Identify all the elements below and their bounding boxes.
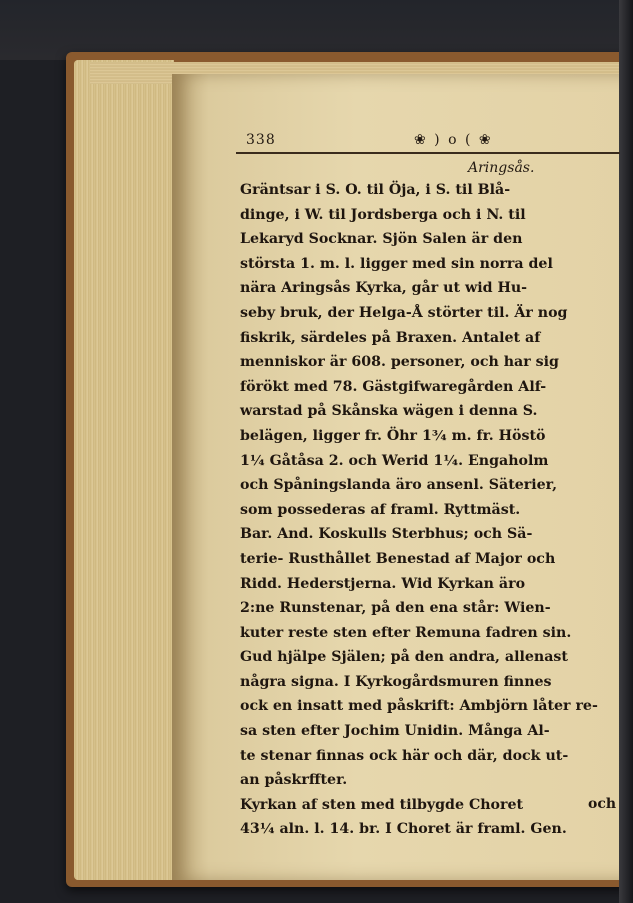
text-line: seby bruk, der Helga-Å störter til. Är nog — [240, 304, 568, 321]
text-line: förökt med 78. Gästgifwaregården Alf- — [240, 378, 547, 395]
text-line: som possederas af framl. Ryttmäst. — [240, 501, 521, 518]
text-line: Gud hjälpe Själen; på den andra, allenast — [240, 649, 568, 666]
text-line: menniskor är 608. personer, och har sig — [240, 354, 559, 371]
text-line: ock en insatt med påskrift: Ambjörn låter re- — [240, 698, 598, 715]
page-header — [238, 128, 618, 154]
text-line: 43¼ aln. l. 14. br. I Choret är framl. Gen. — [240, 821, 567, 838]
text-line: 2:ne Runstenar, på den ena står: Wien- — [240, 600, 551, 617]
text-line: största 1. m. l. ligger med sin norra del — [240, 255, 553, 272]
text-line: och Spåningslanda äro ansenl. Säterier, — [240, 477, 558, 494]
text-line: belägen, ligger fr. Öhr 1¾ m. fr. Höstö — [240, 427, 546, 444]
text-line: nära Aringsås Kyrka, går ut wid Hu- — [240, 280, 528, 297]
text-line: te stenar finnas ock här och där, dock ut- — [240, 747, 569, 764]
running-title: Aringsås. — [468, 160, 535, 176]
text-line: warstad på Skånska wägen i denna S. — [240, 403, 538, 420]
text-line: dinge, i W. til Jordsberga och i N. til — [240, 206, 526, 223]
text-line: sa sten efter Jochim Unidin. Många Al- — [240, 723, 550, 740]
header-ornament: ❀ ) o ( ❀ — [414, 132, 493, 148]
page-edges — [74, 60, 174, 880]
text-line: Lekaryd Socknar. Sjön Salen är den — [240, 231, 523, 248]
text-line: några signa. I Kyrkogårdsmuren finnes — [240, 673, 552, 690]
text-line: Ridd. Hederstjerna. Wid Kyrkan äro — [240, 575, 526, 592]
catchword: och — [588, 796, 617, 812]
text-line: Bar. And. Koskulls Sterbhus; och Sä- — [240, 526, 533, 543]
body-text — [240, 178, 630, 842]
text-line: 1¼ Gåtåsa 2. och Werid 1¼. Engaholm — [240, 452, 549, 469]
text-line: fiskrik, särdeles på Braxen. Antalet af — [240, 329, 541, 346]
page-number: 338 — [246, 132, 276, 148]
text-line: an påskrffter. — [240, 772, 348, 789]
text-line: terie- Rusthållet Benestad af Major och — [240, 550, 556, 567]
text-line: Gräntsar i S. O. til Öja, i S. til Blå- — [240, 182, 511, 198]
text-line: kuter reste sten efter Remuna fadren sin. — [240, 624, 572, 641]
header-rule — [236, 152, 620, 154]
background — [0, 0, 633, 60]
text-line: Kyrkan af sten med tilbygde Choret — [240, 796, 524, 813]
